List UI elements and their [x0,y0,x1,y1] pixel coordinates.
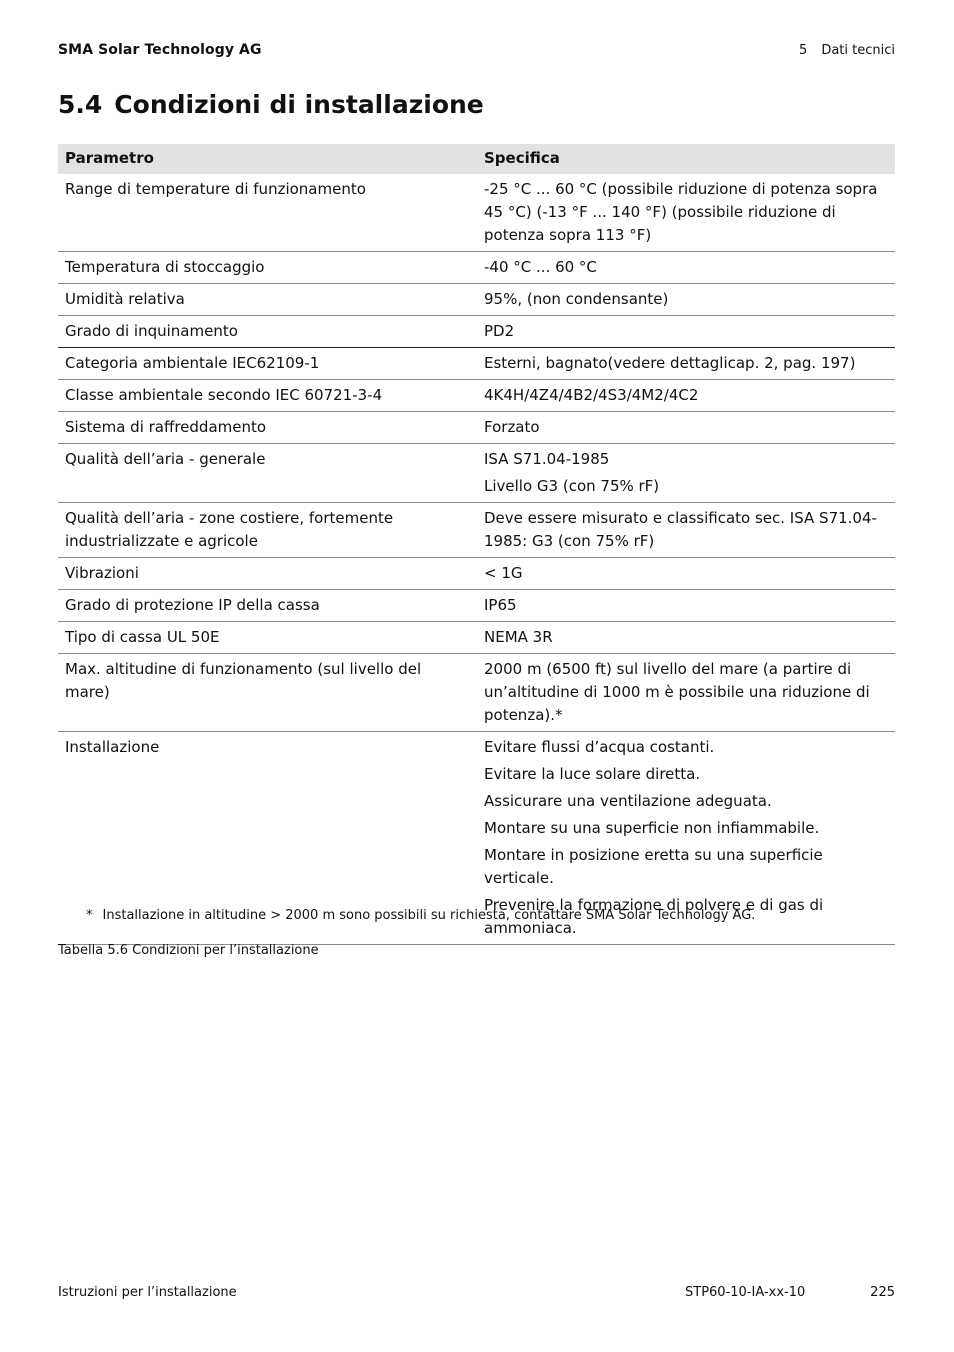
specification-cell: IP65 [477,590,895,622]
footer-page-number: 225 [870,1285,895,1300]
specification-cell: 4K4H/4Z4/4B2/4S3/4M2/4C2 [477,380,895,412]
table-row [58,316,895,348]
parameter-cell: Grado di inquinamento [58,316,477,348]
specification-line: Montare su una superficie non infiammabile. [484,819,820,837]
footnote-marker: * [86,908,93,923]
parameter-cell: Vibrazioni [58,558,477,590]
chapter-title: Dati tecnici [821,43,895,58]
table-row [58,284,895,316]
table-row [58,444,895,503]
parameter-cell: Tipo di cassa UL 50E [58,622,477,654]
section-title [58,90,484,119]
specification-cell: -25 °C ... 60 °C (possibile riduzione di potenza sopra 45 °C) (-13 °F ... 140 °F) (possibile riduzione di potenza sopra 113 °F) [477,174,895,252]
specification-cell: -40 °C ... 60 °C [477,252,895,284]
parameter-cell: Qualità dell’aria - zone costiere, fortemente industrializzate e agricole [58,503,477,558]
table-row [58,348,895,380]
parameter-cell: Classe ambientale secondo IEC 60721-3-4 [58,380,477,412]
specification-cell: 95%, (non condensante) [477,284,895,316]
section-title-text: Condizioni di installazione [114,90,484,119]
table-header-row [58,144,895,174]
parameter-cell: Umidità relativa [58,284,477,316]
footer-doc-type: Istruzioni per l’installazione [58,1285,237,1300]
specification-cell: PD2 [477,316,895,348]
specification-line: Assicurare una ventilazione adeguata. [484,792,772,810]
table-row [58,380,895,412]
specification-cell [477,444,895,503]
specification-line: Livello G3 (con 75% rF) [484,477,660,495]
footnote-text: Installazione in altitudine > 2000 m sono possibili su richiesta, contattare SMA Solar Technology AG. [102,908,756,923]
parameter-cell: Temperatura di stoccaggio [58,252,477,284]
specification-cell: Esterni, bagnato(vedere dettaglicap. 2, pag. 197) [477,348,895,380]
table-row [58,252,895,284]
table-row [58,412,895,444]
table-row [58,622,895,654]
table-row [58,503,895,558]
table-row [58,558,895,590]
specification-cell: NEMA 3R [477,622,895,654]
table-row [58,174,895,252]
specification-line: Evitare la luce solare diretta. [484,765,701,783]
specification-cell: 2000 m (6500 ft) sul livello del mare (a partire di un’altitudine di 1000 m è possibile una riduzione di potenza).* [477,654,895,732]
parameter-cell: Range di temperature di funzionamento [58,174,477,252]
header-chapter [799,43,895,58]
footnote [86,908,755,923]
parameter-cell: Installazione [58,732,477,945]
parameter-cell: Categoria ambientale IEC62109-1 [58,348,477,380]
specification-line: Prevenire la formazione di polvere e di gas di ammoniaca. [484,896,824,937]
column-header-parameter: Parametro [58,144,477,174]
parameter-cell: Max. altitudine di funzionamento (sul livello del mare) [58,654,477,732]
specification-cell: < 1G [477,558,895,590]
table-body [58,174,895,945]
specification-line: Montare in posizione eretta su una superficie verticale. [484,846,823,887]
section-number: 5.4 [58,90,103,119]
parameter-cell: Qualità dell’aria - generale [58,444,477,503]
parameter-cell: Grado di protezione IP della cassa [58,590,477,622]
specification-cell: Deve essere misurato e classificato sec. ISA S71.04-1985: G3 (con 75% rF) [477,503,895,558]
column-header-specification: Specifica [477,144,895,174]
parameter-cell: Sistema di raffreddamento [58,412,477,444]
specification-line: ISA S71.04-1985 [484,450,610,468]
installation-conditions-table [58,144,895,945]
footer-doc-code: STP60-10-IA-xx-10 [685,1285,806,1300]
specification-cell: Forzato [477,412,895,444]
chapter-number: 5 [799,43,808,58]
header-company: SMA Solar Technology AG [58,42,262,58]
specification-line: Evitare flussi d’acqua costanti. [484,738,715,756]
table-row [58,654,895,732]
table-row [58,590,895,622]
table-caption: Tabella 5.6 Condizioni per l’installazione [58,943,319,958]
